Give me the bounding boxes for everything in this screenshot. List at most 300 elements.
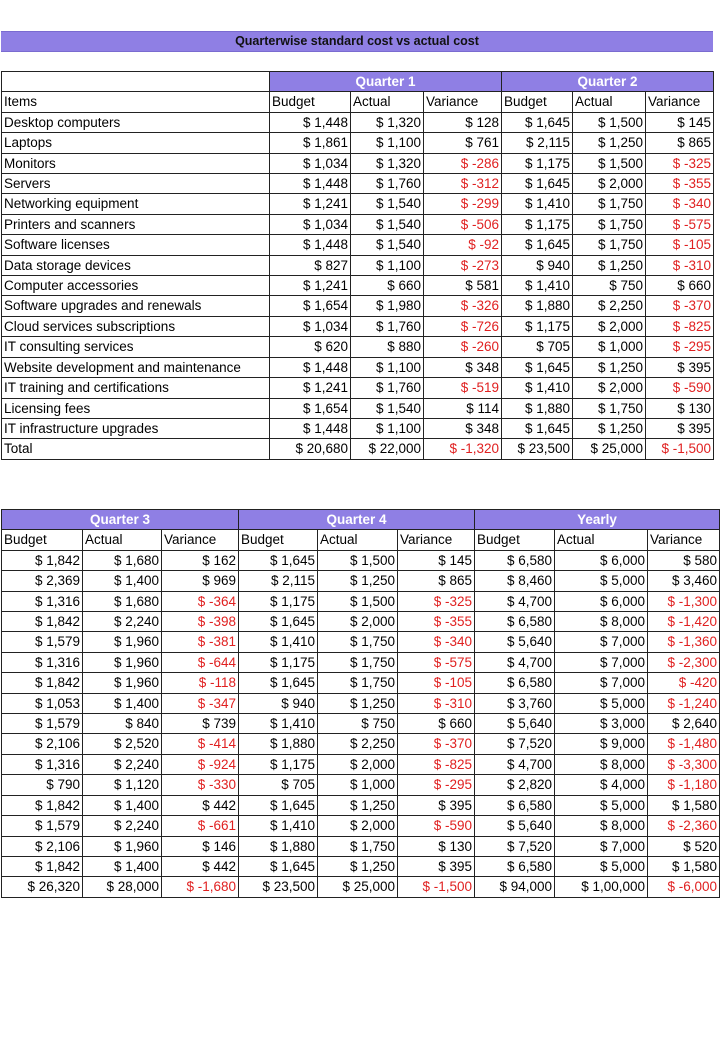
value-cell[interactable]: $ 1,645 bbox=[239, 612, 318, 632]
value-cell[interactable]: $ 1,410 bbox=[502, 276, 573, 296]
value-cell[interactable]: $ 1,880 bbox=[502, 398, 573, 418]
value-cell[interactable]: $ -330 bbox=[162, 775, 239, 795]
value-cell[interactable]: $ -1,500 bbox=[398, 877, 475, 897]
value-cell[interactable]: $ 1,053 bbox=[2, 693, 83, 713]
value-cell[interactable]: $ -1,500 bbox=[646, 439, 714, 459]
blank-header-cell bbox=[2, 72, 270, 92]
value-cell[interactable]: $ 1,316 bbox=[2, 754, 83, 774]
value-cell[interactable]: $ 1,645 bbox=[239, 550, 318, 570]
value-cell[interactable]: $ 1,579 bbox=[2, 816, 83, 836]
value-cell[interactable]: $ 9,000 bbox=[555, 734, 648, 754]
value-cell[interactable]: $ 2,820 bbox=[475, 775, 555, 795]
value-cell[interactable]: $ 1,241 bbox=[270, 378, 351, 398]
table-row bbox=[2, 652, 720, 672]
value-cell[interactable]: $ 442 bbox=[162, 856, 239, 876]
value-cell[interactable]: $ 5,000 bbox=[555, 856, 648, 876]
value-cell[interactable]: $ 1,100 bbox=[351, 418, 424, 438]
value-cell[interactable]: $ 1,645 bbox=[502, 357, 573, 377]
value-cell[interactable]: $ 1,320 bbox=[351, 153, 424, 173]
value-cell[interactable]: $ 660 bbox=[646, 276, 714, 296]
value-cell[interactable]: $ 1,00,000 bbox=[555, 877, 648, 897]
quarter-header-row bbox=[2, 72, 714, 92]
value-cell[interactable]: $ 2,240 bbox=[83, 816, 162, 836]
value-cell[interactable]: $ 1,448 bbox=[270, 112, 351, 132]
value-cell[interactable]: $ 1,680 bbox=[83, 550, 162, 570]
value-cell[interactable]: $ 25,000 bbox=[573, 439, 646, 459]
value-cell[interactable]: $ -1,360 bbox=[648, 632, 720, 652]
value-cell[interactable]: $ 1,750 bbox=[318, 836, 398, 856]
value-cell[interactable]: $ 1,645 bbox=[502, 174, 573, 194]
value-cell[interactable]: $ 2,640 bbox=[648, 714, 720, 734]
quarter-header-row bbox=[2, 510, 720, 530]
table-row bbox=[2, 591, 720, 611]
value-cell[interactable]: $ 2,000 bbox=[573, 316, 646, 336]
value-cell[interactable]: $ 6,000 bbox=[555, 591, 648, 611]
value-cell[interactable]: $ 1,880 bbox=[239, 836, 318, 856]
table-row bbox=[2, 276, 714, 296]
value-cell[interactable]: $ 1,580 bbox=[648, 795, 720, 815]
value-cell[interactable]: $ 6,580 bbox=[475, 550, 555, 570]
value-cell[interactable]: $ 2,250 bbox=[318, 734, 398, 754]
value-cell[interactable]: $ 1,250 bbox=[573, 133, 646, 153]
value-cell[interactable]: $ 1,175 bbox=[502, 316, 573, 336]
table-row bbox=[2, 174, 714, 194]
value-cell[interactable]: $ -326 bbox=[424, 296, 502, 316]
item-name-cell[interactable]: IT training and certifications bbox=[2, 378, 270, 398]
value-cell[interactable]: $ 705 bbox=[502, 337, 573, 357]
value-cell[interactable]: $ 1,750 bbox=[573, 214, 646, 234]
value-cell[interactable]: $ 3,000 bbox=[555, 714, 648, 734]
value-cell[interactable]: $ 739 bbox=[162, 714, 239, 734]
value-cell[interactable]: $ 2,240 bbox=[83, 612, 162, 632]
value-cell[interactable]: $ -6,000 bbox=[648, 877, 720, 897]
value-cell[interactable]: $ 581 bbox=[424, 276, 502, 296]
value-cell[interactable]: $ -1,180 bbox=[648, 775, 720, 795]
item-name-cell[interactable]: Computer accessories bbox=[2, 276, 270, 296]
value-cell[interactable]: $ 8,460 bbox=[475, 571, 555, 591]
value-cell[interactable]: $ 1,410 bbox=[239, 632, 318, 652]
value-cell[interactable]: $ 1,448 bbox=[270, 418, 351, 438]
item-name-cell[interactable]: Licensing fees bbox=[2, 398, 270, 418]
table-row bbox=[2, 418, 714, 438]
value-cell[interactable]: $ 4,700 bbox=[475, 754, 555, 774]
value-cell[interactable]: $ 2,250 bbox=[573, 296, 646, 316]
value-cell[interactable]: $ -105 bbox=[398, 673, 475, 693]
column-header: Variance bbox=[424, 92, 502, 112]
value-cell[interactable]: $ -1,240 bbox=[648, 693, 720, 713]
item-name-cell[interactable]: IT consulting services bbox=[2, 337, 270, 357]
value-cell[interactable]: $ 1,861 bbox=[270, 133, 351, 153]
value-cell[interactable]: $ 1,316 bbox=[2, 591, 83, 611]
value-cell[interactable]: $ 6,580 bbox=[475, 856, 555, 876]
value-cell[interactable]: $ 1,842 bbox=[2, 550, 83, 570]
value-cell[interactable]: $ 1,540 bbox=[351, 214, 424, 234]
value-cell[interactable]: $ 1,980 bbox=[351, 296, 424, 316]
value-cell[interactable]: $ -1,420 bbox=[648, 612, 720, 632]
value-cell[interactable]: $ -381 bbox=[162, 632, 239, 652]
value-cell[interactable]: $ 705 bbox=[239, 775, 318, 795]
value-cell[interactable]: $ 94,000 bbox=[475, 877, 555, 897]
table-row bbox=[2, 194, 714, 214]
value-cell[interactable]: $ 1,250 bbox=[573, 357, 646, 377]
value-cell[interactable]: $ -310 bbox=[398, 693, 475, 713]
value-cell[interactable]: $ 1,250 bbox=[318, 571, 398, 591]
value-cell[interactable]: $ 1,960 bbox=[83, 836, 162, 856]
value-cell[interactable]: $ 348 bbox=[424, 357, 502, 377]
value-cell[interactable]: $ 1,579 bbox=[2, 632, 83, 652]
value-cell[interactable]: $ 1,034 bbox=[270, 316, 351, 336]
value-cell[interactable]: $ 1,500 bbox=[573, 112, 646, 132]
value-cell[interactable]: $ -1,480 bbox=[648, 734, 720, 754]
table-row bbox=[2, 571, 720, 591]
value-cell[interactable]: $ 1,645 bbox=[502, 418, 573, 438]
table-row bbox=[2, 550, 720, 570]
value-cell[interactable]: $ 8,000 bbox=[555, 754, 648, 774]
value-cell[interactable]: $ 1,034 bbox=[270, 214, 351, 234]
value-cell[interactable]: $ 1,579 bbox=[2, 714, 83, 734]
column-header: Budget bbox=[475, 530, 555, 550]
value-cell[interactable]: $ -364 bbox=[162, 591, 239, 611]
value-cell[interactable]: $ -825 bbox=[646, 316, 714, 336]
item-name-cell[interactable]: Data storage devices bbox=[2, 255, 270, 275]
item-name-cell[interactable]: Networking equipment bbox=[2, 194, 270, 214]
value-cell[interactable]: $ 1,250 bbox=[318, 856, 398, 876]
value-cell[interactable]: $ 761 bbox=[424, 133, 502, 153]
value-cell[interactable]: $ 23,500 bbox=[239, 877, 318, 897]
value-cell[interactable]: $ 1,000 bbox=[318, 775, 398, 795]
value-cell[interactable]: $ 1,880 bbox=[502, 296, 573, 316]
value-cell[interactable]: $ 865 bbox=[646, 133, 714, 153]
value-cell[interactable]: $ -370 bbox=[398, 734, 475, 754]
value-cell[interactable]: $ -825 bbox=[398, 754, 475, 774]
value-cell[interactable]: $ 1,750 bbox=[573, 398, 646, 418]
value-cell[interactable]: $ 1,100 bbox=[351, 133, 424, 153]
value-cell[interactable]: $ -506 bbox=[424, 214, 502, 234]
value-cell[interactable]: $ 4,000 bbox=[555, 775, 648, 795]
value-cell[interactable]: $ 1,842 bbox=[2, 612, 83, 632]
value-cell[interactable]: $ -2,300 bbox=[648, 652, 720, 672]
value-cell[interactable]: $ 1,000 bbox=[573, 337, 646, 357]
value-cell[interactable]: $ 1,448 bbox=[270, 357, 351, 377]
value-cell[interactable]: $ 7,000 bbox=[555, 836, 648, 856]
value-cell[interactable]: $ 26,320 bbox=[2, 877, 83, 897]
value-cell[interactable]: $ -370 bbox=[646, 296, 714, 316]
value-cell[interactable]: $ 6,580 bbox=[475, 612, 555, 632]
value-cell[interactable]: $ 1,410 bbox=[502, 194, 573, 214]
value-cell[interactable]: $ -726 bbox=[424, 316, 502, 336]
value-cell[interactable]: $ 1,842 bbox=[2, 673, 83, 693]
value-cell[interactable]: $ 5,640 bbox=[475, 632, 555, 652]
value-cell[interactable]: $ -347 bbox=[162, 693, 239, 713]
value-cell[interactable]: $ 3,460 bbox=[648, 571, 720, 591]
column-header: Actual bbox=[318, 530, 398, 550]
value-cell[interactable]: $ 22,000 bbox=[351, 439, 424, 459]
value-cell[interactable]: $ 25,000 bbox=[318, 877, 398, 897]
value-cell[interactable]: $ 8,000 bbox=[555, 612, 648, 632]
value-cell[interactable]: $ 146 bbox=[162, 836, 239, 856]
value-cell[interactable]: $ 7,000 bbox=[555, 652, 648, 672]
value-cell[interactable]: $ -295 bbox=[398, 775, 475, 795]
item-name-cell[interactable]: Monitors bbox=[2, 153, 270, 173]
value-cell[interactable]: $ 2,000 bbox=[573, 174, 646, 194]
item-name-cell[interactable]: Desktop computers bbox=[2, 112, 270, 132]
value-cell[interactable]: $ 20,680 bbox=[270, 439, 351, 459]
value-cell[interactable]: $ 162 bbox=[162, 550, 239, 570]
value-cell[interactable]: $ 1,500 bbox=[318, 591, 398, 611]
value-cell[interactable]: $ -1,300 bbox=[648, 591, 720, 611]
value-cell[interactable]: $ 130 bbox=[398, 836, 475, 856]
item-name-cell[interactable]: Laptops bbox=[2, 133, 270, 153]
value-cell[interactable]: $ 1,960 bbox=[83, 652, 162, 672]
value-cell[interactable]: $ 2,000 bbox=[573, 378, 646, 398]
value-cell[interactable]: $ 1,320 bbox=[351, 112, 424, 132]
value-cell[interactable]: $ 580 bbox=[648, 550, 720, 570]
value-cell[interactable]: $ 865 bbox=[398, 571, 475, 591]
value-cell[interactable]: $ -519 bbox=[424, 378, 502, 398]
value-cell[interactable]: $ 1,580 bbox=[648, 856, 720, 876]
item-name-cell[interactable]: Total bbox=[2, 439, 270, 459]
value-cell[interactable]: $ 145 bbox=[646, 112, 714, 132]
value-cell[interactable]: $ 5,640 bbox=[475, 714, 555, 734]
value-cell[interactable]: $ 1,400 bbox=[83, 856, 162, 876]
item-name-cell[interactable]: Website development and maintenance bbox=[2, 357, 270, 377]
value-cell[interactable]: $ 6,580 bbox=[475, 795, 555, 815]
table-row bbox=[2, 632, 720, 652]
value-cell[interactable]: $ 1,750 bbox=[573, 194, 646, 214]
value-cell[interactable]: $ -295 bbox=[646, 337, 714, 357]
value-cell[interactable]: $ 6,580 bbox=[475, 673, 555, 693]
value-cell[interactable]: $ 1,034 bbox=[270, 153, 351, 173]
value-cell[interactable]: $ 1,100 bbox=[351, 357, 424, 377]
value-cell[interactable]: $ 2,115 bbox=[239, 571, 318, 591]
value-cell[interactable]: $ 790 bbox=[2, 775, 83, 795]
value-cell[interactable]: $ 940 bbox=[239, 693, 318, 713]
column-header: Budget bbox=[502, 92, 573, 112]
quarter-header: Quarter 4 bbox=[239, 510, 475, 530]
value-cell[interactable]: $ 1,241 bbox=[270, 276, 351, 296]
value-cell[interactable]: $ 130 bbox=[646, 398, 714, 418]
value-cell[interactable]: $ 1,100 bbox=[351, 255, 424, 275]
value-cell[interactable]: $ 1,120 bbox=[83, 775, 162, 795]
value-cell[interactable]: $ 7,000 bbox=[555, 673, 648, 693]
value-cell[interactable]: $ 969 bbox=[162, 571, 239, 591]
value-cell[interactable]: $ 395 bbox=[646, 357, 714, 377]
value-cell[interactable]: $ 1,540 bbox=[351, 194, 424, 214]
value-cell[interactable]: $ 348 bbox=[424, 418, 502, 438]
value-cell[interactable]: $ 1,400 bbox=[83, 795, 162, 815]
value-cell[interactable]: $ 1,680 bbox=[83, 591, 162, 611]
column-header: Variance bbox=[398, 530, 475, 550]
value-cell[interactable]: $ 1,250 bbox=[318, 795, 398, 815]
value-cell[interactable]: $ -340 bbox=[646, 194, 714, 214]
value-cell[interactable]: $ 145 bbox=[398, 550, 475, 570]
value-cell[interactable]: $ 2,106 bbox=[2, 836, 83, 856]
value-cell[interactable]: $ 840 bbox=[83, 714, 162, 734]
value-cell[interactable]: $ -3,300 bbox=[648, 754, 720, 774]
value-cell[interactable]: $ 1,880 bbox=[239, 734, 318, 754]
value-cell[interactable]: $ 1,500 bbox=[573, 153, 646, 173]
value-cell[interactable]: $ 1,241 bbox=[270, 194, 351, 214]
value-cell[interactable]: $ -118 bbox=[162, 673, 239, 693]
table-row bbox=[2, 398, 714, 418]
value-cell[interactable]: $ 128 bbox=[424, 112, 502, 132]
table-row bbox=[2, 357, 714, 377]
value-cell[interactable]: $ 7,520 bbox=[475, 734, 555, 754]
value-cell[interactable]: $ 2,240 bbox=[83, 754, 162, 774]
value-cell[interactable]: $ -575 bbox=[646, 214, 714, 234]
value-cell[interactable]: $ 1,760 bbox=[351, 378, 424, 398]
value-cell[interactable]: $ 2,115 bbox=[502, 133, 573, 153]
value-cell[interactable]: $ 2,369 bbox=[2, 571, 83, 591]
value-cell[interactable]: $ 1,645 bbox=[239, 673, 318, 693]
value-cell[interactable]: $ 1,645 bbox=[502, 235, 573, 255]
value-cell[interactable]: $ 2,106 bbox=[2, 734, 83, 754]
item-name-cell[interactable]: Printers and scanners bbox=[2, 214, 270, 234]
value-cell[interactable]: $ -644 bbox=[162, 652, 239, 672]
value-cell[interactable]: $ 1,842 bbox=[2, 795, 83, 815]
value-cell[interactable]: $ -420 bbox=[648, 673, 720, 693]
value-cell[interactable]: $ 5,000 bbox=[555, 571, 648, 591]
quarter-1-2-table bbox=[1, 71, 714, 460]
value-cell[interactable]: $ 1,175 bbox=[502, 153, 573, 173]
item-name-cell[interactable]: Cloud services subscriptions bbox=[2, 316, 270, 336]
item-name-cell[interactable]: Software licenses bbox=[2, 235, 270, 255]
value-cell[interactable]: $ 3,760 bbox=[475, 693, 555, 713]
value-cell[interactable]: $ 1,448 bbox=[270, 174, 351, 194]
column-header: Variance bbox=[162, 530, 239, 550]
value-cell[interactable]: $ 1,175 bbox=[239, 591, 318, 611]
value-cell[interactable]: $ 750 bbox=[573, 276, 646, 296]
value-cell[interactable]: $ 1,960 bbox=[83, 632, 162, 652]
value-cell[interactable]: $ -310 bbox=[646, 255, 714, 275]
value-cell[interactable]: $ -661 bbox=[162, 816, 239, 836]
value-cell[interactable]: $ -575 bbox=[398, 652, 475, 672]
value-cell[interactable]: $ 1,645 bbox=[502, 112, 573, 132]
value-cell[interactable]: $ 5,640 bbox=[475, 816, 555, 836]
value-cell[interactable]: $ -312 bbox=[424, 174, 502, 194]
value-cell[interactable]: $ 1,654 bbox=[270, 398, 351, 418]
value-cell[interactable]: $ 5,000 bbox=[555, 795, 648, 815]
value-cell[interactable]: $ 940 bbox=[502, 255, 573, 275]
table-row bbox=[2, 714, 720, 734]
value-cell[interactable]: $ 827 bbox=[270, 255, 351, 275]
value-cell[interactable]: $ 1,175 bbox=[239, 754, 318, 774]
value-cell[interactable]: $ 28,000 bbox=[83, 877, 162, 897]
value-cell[interactable]: $ 23,500 bbox=[502, 439, 573, 459]
value-cell[interactable]: $ 1,250 bbox=[573, 255, 646, 275]
value-cell[interactable]: $ -414 bbox=[162, 734, 239, 754]
value-cell[interactable]: $ 1,250 bbox=[573, 418, 646, 438]
value-cell[interactable]: $ 520 bbox=[648, 836, 720, 856]
value-cell[interactable]: $ 5,000 bbox=[555, 693, 648, 713]
value-cell[interactable]: $ 1,316 bbox=[2, 652, 83, 672]
value-cell[interactable]: $ 1,750 bbox=[573, 235, 646, 255]
value-cell[interactable]: $ 4,700 bbox=[475, 591, 555, 611]
value-cell[interactable]: $ -273 bbox=[424, 255, 502, 275]
value-cell[interactable]: $ 1,760 bbox=[351, 174, 424, 194]
value-cell[interactable]: $ -260 bbox=[424, 337, 502, 357]
value-cell[interactable]: $ 1,250 bbox=[318, 693, 398, 713]
value-cell[interactable]: $ 2,520 bbox=[83, 734, 162, 754]
value-cell[interactable]: $ 7,000 bbox=[555, 632, 648, 652]
value-cell[interactable]: $ 1,645 bbox=[239, 856, 318, 876]
value-cell[interactable]: $ 1,760 bbox=[351, 316, 424, 336]
value-cell[interactable]: $ -355 bbox=[646, 174, 714, 194]
value-cell[interactable]: $ 442 bbox=[162, 795, 239, 815]
value-cell[interactable]: $ 395 bbox=[398, 856, 475, 876]
value-cell[interactable]: $ 1,400 bbox=[83, 693, 162, 713]
value-cell[interactable]: $ 660 bbox=[398, 714, 475, 734]
value-cell[interactable]: $ -2,360 bbox=[648, 816, 720, 836]
value-cell[interactable]: $ -286 bbox=[424, 153, 502, 173]
value-cell[interactable]: $ -92 bbox=[424, 235, 502, 255]
value-cell[interactable]: $ 1,410 bbox=[239, 714, 318, 734]
value-cell[interactable]: $ 2,000 bbox=[318, 754, 398, 774]
value-cell[interactable]: $ -105 bbox=[646, 235, 714, 255]
value-cell[interactable]: $ 1,175 bbox=[502, 214, 573, 234]
value-cell[interactable]: $ 1,842 bbox=[2, 856, 83, 876]
value-cell[interactable]: $ 2,000 bbox=[318, 612, 398, 632]
value-cell[interactable]: $ -355 bbox=[398, 612, 475, 632]
value-cell[interactable]: $ 1,448 bbox=[270, 235, 351, 255]
value-cell[interactable]: $ -924 bbox=[162, 754, 239, 774]
column-header: Items bbox=[2, 92, 270, 112]
table-row bbox=[2, 296, 714, 316]
value-cell[interactable]: $ 1,750 bbox=[318, 673, 398, 693]
value-cell[interactable]: $ 660 bbox=[351, 276, 424, 296]
value-cell[interactable]: $ 395 bbox=[398, 795, 475, 815]
value-cell[interactable]: $ 880 bbox=[351, 337, 424, 357]
column-header-row bbox=[2, 92, 714, 112]
value-cell[interactable]: $ -590 bbox=[398, 816, 475, 836]
value-cell[interactable]: $ 1,410 bbox=[239, 816, 318, 836]
value-cell[interactable]: $ -325 bbox=[398, 591, 475, 611]
value-cell[interactable]: $ -325 bbox=[646, 153, 714, 173]
quarter-header: Quarter 1 bbox=[270, 72, 502, 92]
value-cell[interactable]: $ 1,750 bbox=[318, 652, 398, 672]
item-name-cell[interactable]: IT infrastructure upgrades bbox=[2, 418, 270, 438]
value-cell[interactable]: $ 1,410 bbox=[502, 378, 573, 398]
value-cell[interactable]: $ 4,700 bbox=[475, 652, 555, 672]
value-cell[interactable]: $ -590 bbox=[646, 378, 714, 398]
value-cell[interactable]: $ 1,175 bbox=[239, 652, 318, 672]
value-cell[interactable]: $ 1,750 bbox=[318, 632, 398, 652]
value-cell[interactable]: $ 6,000 bbox=[555, 550, 648, 570]
value-cell[interactable]: $ 1,960 bbox=[83, 673, 162, 693]
value-cell[interactable]: $ -398 bbox=[162, 612, 239, 632]
item-name-cell[interactable]: Servers bbox=[2, 174, 270, 194]
value-cell[interactable]: $ 1,645 bbox=[239, 795, 318, 815]
value-cell[interactable]: $ 1,540 bbox=[351, 398, 424, 418]
value-cell[interactable]: $ 1,500 bbox=[318, 550, 398, 570]
value-cell[interactable]: $ -340 bbox=[398, 632, 475, 652]
value-cell[interactable]: $ -1,680 bbox=[162, 877, 239, 897]
value-cell[interactable]: $ 8,000 bbox=[555, 816, 648, 836]
value-cell[interactable]: $ -299 bbox=[424, 194, 502, 214]
value-cell[interactable]: $ 620 bbox=[270, 337, 351, 357]
value-cell[interactable]: $ 750 bbox=[318, 714, 398, 734]
table-row bbox=[2, 836, 720, 856]
value-cell[interactable]: $ 395 bbox=[646, 418, 714, 438]
value-cell[interactable]: $ 114 bbox=[424, 398, 502, 418]
value-cell[interactable]: $ 1,540 bbox=[351, 235, 424, 255]
value-cell[interactable]: $ -1,320 bbox=[424, 439, 502, 459]
value-cell[interactable]: $ 1,400 bbox=[83, 571, 162, 591]
value-cell[interactable]: $ 7,520 bbox=[475, 836, 555, 856]
value-cell[interactable]: $ 2,000 bbox=[318, 816, 398, 836]
value-cell[interactable]: $ 1,654 bbox=[270, 296, 351, 316]
item-name-cell[interactable]: Software upgrades and renewals bbox=[2, 296, 270, 316]
